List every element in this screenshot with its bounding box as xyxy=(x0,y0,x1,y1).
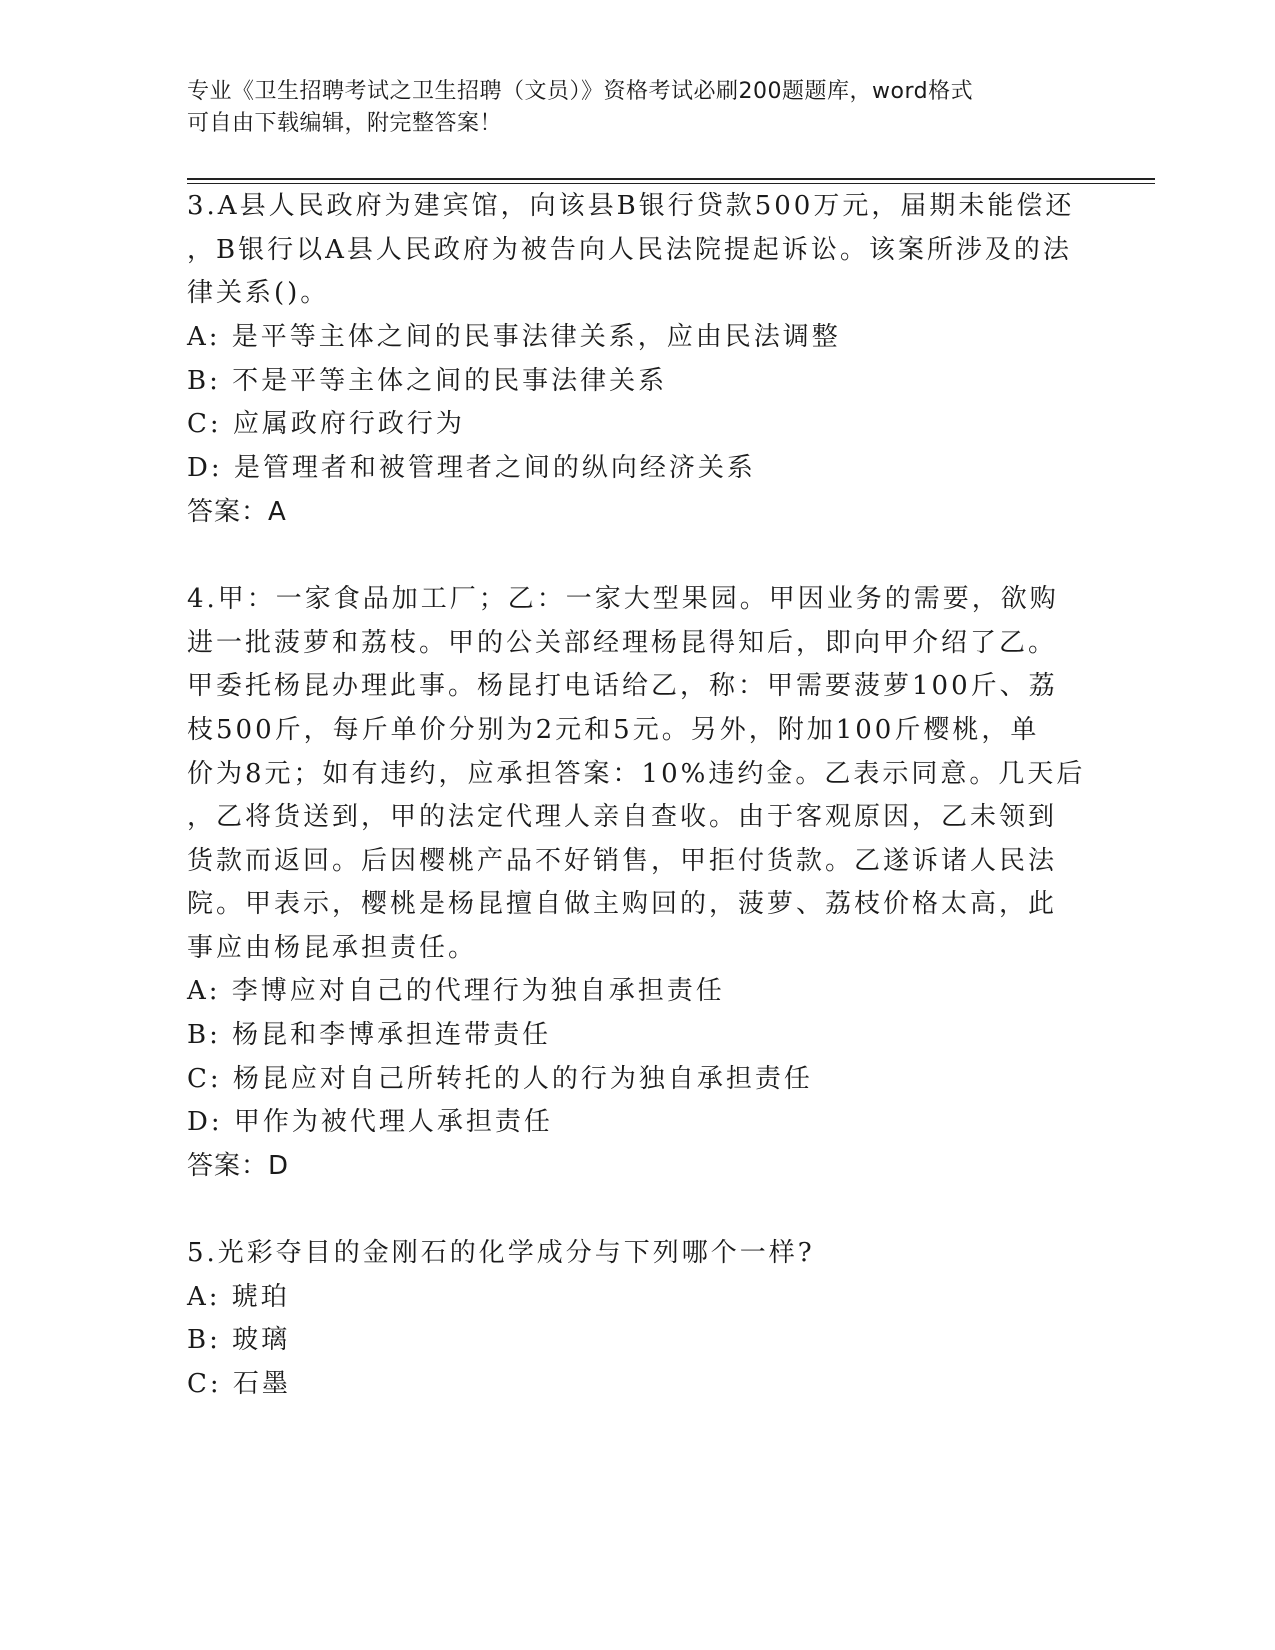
question-4-text-line-8: 院。甲表示，樱桃是杨昆擅自做主购回的，菠萝、荔枝价格太高，此 xyxy=(187,889,1058,919)
question-5-text-line-1: 5.光彩夺目的金刚石的化学成分与下列哪个一样? xyxy=(187,1238,815,1268)
header-divider-thin xyxy=(187,183,1155,184)
question-3-option-d: D: 是管理者和被管理者之间的纵向经济关系 xyxy=(187,453,756,483)
question-3-answer: 答案：A xyxy=(187,497,287,527)
question-4-text-line-9: 事应由杨昆承担责任。 xyxy=(187,933,478,963)
question-4-option-c: C: 杨昆应对自己所转托的人的行为独自承担责任 xyxy=(187,1064,813,1094)
question-3-text-line-3: 律关系()。 xyxy=(187,278,330,308)
question-4-text-line-7: 货款而返回。后因樱桃产品不好销售，甲拒付货款。乙遂诉诸人民法 xyxy=(187,846,1058,876)
question-5-option-c: C: 石墨 xyxy=(187,1369,291,1399)
page-header xyxy=(187,76,1087,140)
question-4-option-d: D: 甲作为被代理人承担责任 xyxy=(187,1107,553,1137)
question-3-text-line-1: 3.A县人民政府为建宾馆，向该县B银行贷款500万元，届期未能偿还 xyxy=(187,191,1075,221)
question-4-text-line-4: 枝500斤，每斤单价分别为2元和5元。另外，附加100斤樱桃，单 xyxy=(187,715,1040,745)
question-3-option-c: C: 应属政府行政行为 xyxy=(187,409,465,439)
question-4-text-line-3: 甲委托杨昆办理此事。杨昆打电话给乙，称：甲需要菠萝100斤、荔 xyxy=(187,671,1058,701)
question-4-answer: 答案：D xyxy=(187,1151,290,1181)
question-5-option-b: B: 玻璃 xyxy=(187,1325,291,1355)
header-divider-thick xyxy=(187,178,1155,180)
question-3-text-line-2: ，B银行以A县人民政府为被告向人民法院提起诉讼。该案所涉及的法 xyxy=(187,235,1072,265)
question-4-option-a: A: 李博应对自己的代理行为独自承担责任 xyxy=(187,976,725,1006)
question-4-text-line-1: 4.甲：一家食品加工厂；乙：一家大型果园。甲因业务的需要，欲购 xyxy=(187,584,1059,614)
question-3-option-b: B: 不是平等主体之间的民事法律关系 xyxy=(187,366,668,396)
question-4-text-line-5: 价为8元；如有违约，应承担答案：10%违约金。乙表示同意。几天后 xyxy=(187,759,1086,789)
question-5-option-a: A: 琥珀 xyxy=(187,1282,290,1312)
header-line-1: 专业《卫生招聘考试之卫生招聘（文员）》资格考试必刷200题题库，word格式 xyxy=(187,79,974,104)
question-4-option-b: B: 杨昆和李博承担连带责任 xyxy=(187,1020,552,1050)
question-3-option-a: A: 是平等主体之间的民事法律关系，应由民法调整 xyxy=(187,322,841,352)
question-4-text-line-2: 进一批菠萝和荔枝。甲的公关部经理杨昆得知后，即向甲介绍了乙。 xyxy=(187,628,1058,658)
question-4-text-line-6: ，乙将货送到，甲的法定代理人亲自查收。由于客观原因，乙未领到 xyxy=(187,802,1058,832)
header-line-2: 可自由下载编辑，附完整答案！ xyxy=(187,111,503,136)
